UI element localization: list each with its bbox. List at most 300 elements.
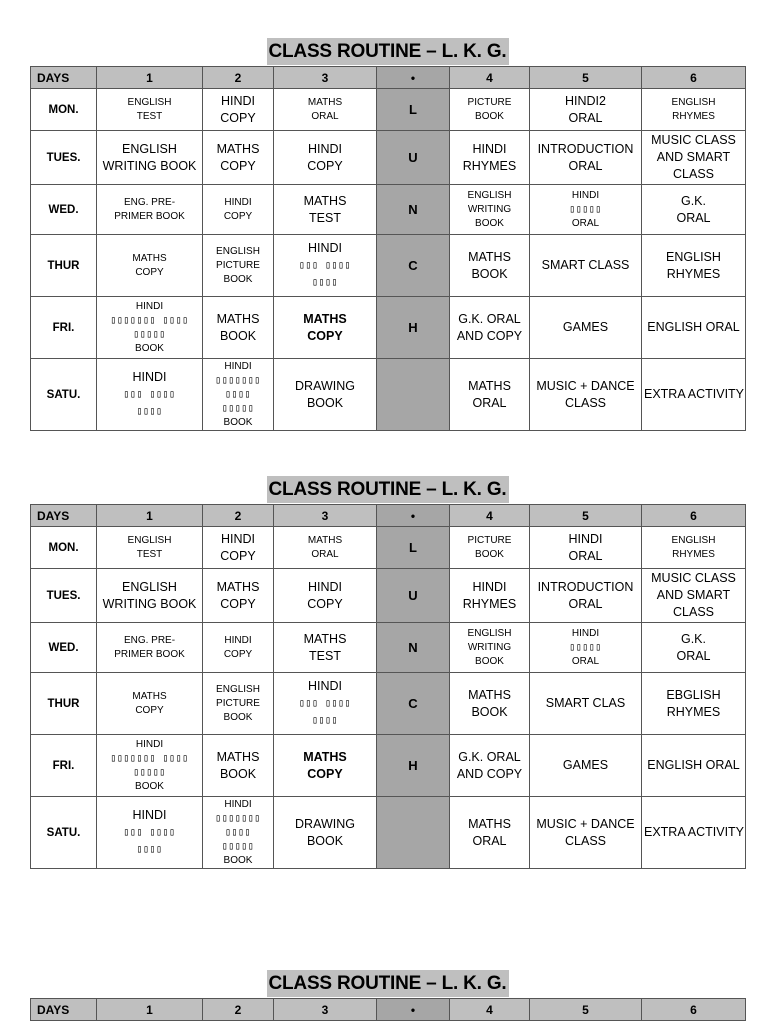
header-row	[31, 67, 746, 89]
subject-line: ▯▯▯▯▯	[569, 203, 602, 215]
subject-cell	[450, 359, 530, 431]
day-label: WED.	[31, 185, 97, 235]
subject-cell	[274, 131, 377, 185]
table-row	[31, 673, 746, 735]
subject-line: MATHS	[468, 378, 511, 393]
subject-line: WRITING	[467, 641, 512, 653]
subject-line: MATHS	[132, 252, 167, 264]
subject-cell	[203, 569, 274, 623]
day-label: THUR	[31, 673, 97, 735]
routine-table	[30, 66, 746, 431]
subject-line: MATHS	[468, 816, 511, 831]
period-header: 4	[450, 505, 530, 527]
subject-line: ▯▯▯▯▯▯▯	[215, 812, 261, 824]
lunch-cell: L	[377, 89, 450, 131]
subject-line: ENG. PRE-	[123, 196, 176, 208]
table-row	[31, 235, 746, 297]
subject-line: ▯▯▯▯▯	[133, 328, 166, 340]
subject-cell	[274, 297, 377, 359]
subject-line: CLASS	[565, 833, 606, 848]
days-header: DAYS	[31, 505, 97, 527]
subject-line: DRAWING	[295, 816, 355, 831]
days-header: DAYS	[31, 999, 97, 1021]
subject-line: ▯▯▯▯▯▯▯	[215, 374, 261, 386]
subject-line: INTRODUCTION	[537, 579, 634, 594]
subject-line: MATHS	[216, 141, 260, 156]
lunch-cell	[377, 359, 450, 431]
subject-cell	[642, 527, 746, 569]
subject-cell	[274, 89, 377, 131]
subject-line: ▯▯▯▯	[311, 715, 339, 726]
subject-line: ENGLISH	[127, 534, 172, 546]
subject-cell	[97, 735, 203, 797]
subject-line: HINDI	[224, 798, 252, 810]
subject-line: ▯▯▯▯	[311, 277, 339, 288]
period-header: 6	[642, 67, 746, 89]
subject-line: MUSIC + DANCE	[536, 378, 635, 393]
subject-line: COPY	[220, 158, 256, 173]
table-row	[31, 735, 746, 797]
subject-line: TEST	[309, 648, 341, 663]
subject-cell	[642, 235, 746, 297]
subject-line: MATHS	[468, 687, 511, 702]
period-header: 5	[530, 505, 642, 527]
period-header: 6	[642, 505, 746, 527]
subject-cell	[450, 131, 530, 185]
subject-line: HINDI	[135, 300, 164, 312]
subject-cell	[530, 569, 642, 623]
subject-line: ▯▯▯▯▯	[221, 840, 255, 852]
subject-line: PICTURE	[467, 534, 512, 546]
subject-line: EXTRA ACTIVITY	[644, 387, 745, 401]
subject-cell	[97, 797, 203, 869]
subject-line: COPY	[220, 110, 256, 125]
subject-cell	[450, 235, 530, 297]
subject-line: HINDI	[307, 141, 343, 156]
subject-line: AND SMART	[656, 150, 731, 164]
subject-line: ORAL	[676, 648, 711, 663]
lunch-cell: N	[377, 623, 450, 673]
subject-cell	[97, 359, 203, 431]
subject-cell	[97, 569, 203, 623]
subject-line: MATHS	[216, 749, 260, 764]
subject-cell	[203, 131, 274, 185]
subject-cell	[450, 673, 530, 735]
subject-line: ORAL	[571, 217, 600, 229]
period-header: 1	[97, 67, 203, 89]
period-header: 1	[97, 999, 203, 1021]
subject-cell	[203, 185, 274, 235]
period-header: 2	[203, 67, 274, 89]
subject-cell	[642, 359, 746, 431]
subject-line: MATHS	[303, 193, 347, 208]
subject-line: BOOK	[471, 266, 508, 281]
table-row	[31, 623, 746, 673]
subject-cell	[274, 359, 377, 431]
subject-line: ENGLISH	[216, 683, 260, 695]
subject-line: ▯▯▯▯	[136, 844, 163, 855]
subject-line: ORAL	[571, 655, 600, 667]
subject-line: HINDI	[224, 196, 252, 208]
subject-line: WRITING BOOK	[102, 158, 197, 173]
period-header: 4	[450, 67, 530, 89]
period-header: 6	[642, 999, 746, 1021]
subject-line: ENGLISH	[216, 245, 260, 257]
subject-line: CLASS	[673, 167, 714, 181]
subject-line: HINDI	[307, 579, 343, 594]
lunch-header: •	[377, 505, 450, 527]
day-label: FRI.	[31, 297, 97, 359]
table-row	[31, 185, 746, 235]
subject-line: COPY	[220, 548, 256, 563]
subject-cell	[274, 527, 377, 569]
header-row	[31, 999, 746, 1021]
subject-line: ▯▯▯ ▯▯▯▯	[298, 698, 352, 709]
subject-line: CLASS	[673, 605, 714, 619]
day-label: SATU.	[31, 797, 97, 869]
subject-line: AND COPY	[456, 766, 523, 781]
lunch-cell: H	[377, 735, 450, 797]
day-label: MON.	[31, 89, 97, 131]
subject-line: MATHS	[303, 749, 347, 764]
subject-line: ORAL	[568, 548, 603, 563]
subject-cell	[203, 89, 274, 131]
subject-line: BOOK	[475, 217, 504, 229]
subject-line: RHYMES	[666, 266, 721, 281]
subject-cell	[203, 623, 274, 673]
subject-line: TEST	[136, 548, 163, 560]
subject-line: PICTURE	[216, 697, 260, 709]
subject-line: ENGLISH	[671, 96, 716, 108]
header-row	[31, 505, 746, 527]
subject-line: GAMES	[562, 320, 609, 334]
day-label: SATU.	[31, 359, 97, 431]
subject-line: MATHS	[468, 249, 511, 264]
subject-line: CLASS	[565, 395, 606, 410]
subject-line: MATHS	[307, 96, 343, 108]
subject-cell	[203, 673, 274, 735]
subject-cell	[450, 527, 530, 569]
subject-cell	[642, 131, 746, 185]
subject-line: HINDI	[472, 141, 507, 156]
subject-cell	[274, 185, 377, 235]
subject-line: HINDI	[135, 738, 164, 750]
subject-line: MATHS	[307, 534, 343, 546]
subject-line: HINDI	[307, 679, 343, 693]
subject-line: BOOK	[223, 416, 253, 428]
subject-line: ▯▯▯▯▯▯▯ ▯▯▯▯	[110, 752, 189, 764]
subject-cell	[450, 797, 530, 869]
subject-line: HINDI	[220, 93, 256, 108]
subject-cell	[97, 297, 203, 359]
subject-line: ORAL	[676, 210, 711, 225]
subject-line: BOOK	[219, 328, 257, 343]
subject-cell	[530, 131, 642, 185]
subject-line: ▯▯▯▯	[224, 388, 252, 400]
subject-line: BOOK	[135, 780, 164, 792]
subject-cell	[642, 89, 746, 131]
subject-line: BOOK	[471, 704, 508, 719]
routine-table	[30, 504, 746, 869]
days-header: DAYS	[31, 67, 97, 89]
lunch-cell: H	[377, 297, 450, 359]
routine-table	[30, 998, 746, 1021]
subject-line: BOOK	[475, 110, 504, 122]
period-header: 5	[530, 999, 642, 1021]
day-label: WED.	[31, 623, 97, 673]
subject-cell	[450, 569, 530, 623]
lunch-cell: N	[377, 185, 450, 235]
subject-cell	[530, 527, 642, 569]
subject-line: AND SMART	[656, 588, 731, 602]
period-header: 3	[274, 505, 377, 527]
subject-line: MUSIC + DANCE	[536, 816, 635, 831]
subject-cell	[274, 797, 377, 869]
subject-line: G.K.	[680, 193, 706, 208]
subject-cell	[530, 797, 642, 869]
subject-cell	[203, 735, 274, 797]
subject-line: ORAL	[568, 596, 603, 611]
subject-line: BOOK	[475, 655, 504, 667]
subject-line: RHYMES	[462, 158, 517, 173]
subject-cell	[274, 569, 377, 623]
subject-line: G.K. ORAL	[458, 311, 521, 326]
subject-line: G.K. ORAL	[458, 749, 521, 764]
subject-line: ENGLISH	[122, 579, 177, 594]
subject-line: SMART CLASS	[541, 258, 630, 272]
routine-title: CLASS ROUTINE – L. K. G.	[267, 38, 509, 65]
subject-line: RHYMES	[672, 548, 715, 560]
period-header: 2	[203, 999, 274, 1021]
period-header: 4	[450, 999, 530, 1021]
subject-line: ▯▯▯▯▯	[133, 766, 166, 778]
table-row	[31, 527, 746, 569]
subject-line: BOOK	[475, 548, 504, 560]
subject-line: ENG. PRE-	[123, 634, 176, 646]
lunch-cell: C	[377, 673, 450, 735]
subject-line: HINDI	[571, 189, 600, 201]
subject-line: ENGLISH	[666, 249, 721, 264]
subject-cell	[97, 89, 203, 131]
subject-line: HINDI	[568, 531, 603, 546]
day-label: FRI.	[31, 735, 97, 797]
subject-line: AND COPY	[456, 328, 523, 343]
subject-line: HINDI	[132, 808, 167, 822]
subject-line: MATHS	[216, 579, 260, 594]
subject-cell	[530, 89, 642, 131]
subject-line: ENGLISH	[671, 534, 716, 546]
subject-line: PICTURE	[216, 259, 260, 271]
subject-line: MATHS	[132, 690, 167, 702]
subject-line: HINDI	[224, 360, 252, 372]
subject-line: COPY	[223, 648, 253, 660]
subject-line: RHYMES	[462, 596, 517, 611]
subject-line: COPY	[307, 766, 343, 781]
subject-cell	[642, 673, 746, 735]
subject-line: ENGLISH	[467, 627, 512, 639]
subject-line: WRITING	[467, 203, 512, 215]
subject-line: ▯▯▯▯▯	[221, 402, 255, 414]
subject-line: MUSIC CLASS	[651, 571, 736, 585]
subject-cell	[97, 185, 203, 235]
day-label: THUR	[31, 235, 97, 297]
table-row	[31, 131, 746, 185]
subject-line: TEST	[309, 210, 341, 225]
subject-cell	[203, 527, 274, 569]
subject-cell	[450, 185, 530, 235]
subject-line: INTRODUCTION	[537, 141, 634, 156]
subject-cell	[274, 735, 377, 797]
subject-line: COPY	[220, 596, 256, 611]
subject-cell	[530, 673, 642, 735]
period-header: 3	[274, 999, 377, 1021]
day-label: TUES.	[31, 131, 97, 185]
subject-cell	[642, 185, 746, 235]
subject-cell	[530, 735, 642, 797]
period-header: 5	[530, 67, 642, 89]
subject-line: BOOK	[135, 342, 164, 354]
table-row	[31, 297, 746, 359]
table-row	[31, 89, 746, 131]
lunch-cell	[377, 797, 450, 869]
subject-line: ENGLISH ORAL	[647, 320, 740, 334]
subject-line: GAMES	[562, 758, 609, 772]
subject-cell	[97, 527, 203, 569]
subject-line: COPY	[307, 328, 343, 343]
routine-block-3	[30, 970, 745, 1021]
subject-cell	[203, 297, 274, 359]
table-row	[31, 797, 746, 869]
lunch-cell: U	[377, 569, 450, 623]
subject-line: ORAL	[311, 548, 339, 560]
subject-line: ENGLISH	[467, 189, 512, 201]
subject-line: HINDI	[132, 370, 167, 384]
subject-line: TEST	[136, 110, 163, 122]
subject-line: G.K.	[680, 631, 706, 646]
subject-line: EBGLISH	[666, 687, 721, 702]
subject-cell	[274, 673, 377, 735]
subject-cell	[530, 297, 642, 359]
period-header: 3	[274, 67, 377, 89]
subject-cell	[97, 235, 203, 297]
subject-line: HINDI2	[565, 93, 606, 108]
subject-cell	[274, 623, 377, 673]
subject-line: COPY	[135, 266, 164, 278]
subject-line: ▯▯▯ ▯▯▯▯	[123, 389, 176, 400]
subject-cell	[274, 235, 377, 297]
subject-cell	[450, 623, 530, 673]
routine-block-1	[30, 38, 745, 431]
subject-line: EXTRA ACTIVITY	[644, 825, 745, 839]
subject-cell	[203, 359, 274, 431]
subject-line: BOOK	[223, 711, 253, 723]
subject-line: PICTURE	[467, 96, 512, 108]
subject-line: PRIMER BOOK	[114, 210, 185, 222]
subject-line: SMART CLAS	[545, 696, 626, 710]
subject-cell	[450, 89, 530, 131]
subject-line: ▯▯▯▯	[224, 826, 252, 838]
period-header: 2	[203, 505, 274, 527]
subject-cell	[530, 235, 642, 297]
subject-line: HINDI	[220, 531, 256, 546]
routine-block-2	[30, 476, 745, 869]
subject-cell	[642, 569, 746, 623]
subject-line: BOOK	[223, 854, 253, 866]
subject-line: PRIMER BOOK	[114, 648, 185, 660]
day-label: TUES.	[31, 569, 97, 623]
subject-cell	[450, 735, 530, 797]
subject-line: ▯▯▯▯	[136, 406, 163, 417]
subject-cell	[203, 797, 274, 869]
table-row	[31, 569, 746, 623]
lunch-header: •	[377, 999, 450, 1021]
subject-line: RHYMES	[672, 110, 715, 122]
subject-line: MATHS	[216, 311, 260, 326]
subject-cell	[97, 623, 203, 673]
subject-line: BOOK	[223, 273, 253, 285]
subject-line: MATHS	[303, 631, 347, 646]
subject-line: BOOK	[219, 766, 257, 781]
subject-line: DRAWING	[295, 378, 355, 393]
subject-cell	[642, 797, 746, 869]
subject-line: MATHS	[303, 311, 347, 326]
subject-cell	[530, 623, 642, 673]
subject-cell	[203, 235, 274, 297]
table-row	[31, 359, 746, 431]
subject-line: BOOK	[306, 833, 344, 848]
subject-line: HINDI	[472, 579, 507, 594]
subject-line: ORAL	[568, 110, 603, 125]
subject-cell	[642, 623, 746, 673]
subject-line: ORAL	[311, 110, 339, 122]
subject-cell	[642, 297, 746, 359]
subject-cell	[642, 735, 746, 797]
subject-line: HINDI	[307, 241, 343, 255]
subject-line: BOOK	[306, 395, 344, 410]
lunch-cell: U	[377, 131, 450, 185]
subject-line: ORAL	[568, 158, 603, 173]
routine-title: CLASS ROUTINE – L. K. G.	[267, 970, 509, 997]
subject-line: ▯▯▯▯▯▯▯ ▯▯▯▯	[110, 314, 189, 326]
subject-cell	[97, 673, 203, 735]
lunch-cell: L	[377, 527, 450, 569]
subject-cell	[450, 297, 530, 359]
period-header: 1	[97, 505, 203, 527]
subject-line: HINDI	[571, 627, 600, 639]
subject-line: HINDI	[224, 634, 252, 646]
routine-title: CLASS ROUTINE – L. K. G.	[267, 476, 509, 503]
subject-cell	[97, 131, 203, 185]
subject-line: WRITING BOOK	[102, 596, 197, 611]
day-label: MON.	[31, 527, 97, 569]
subject-cell	[530, 359, 642, 431]
lunch-cell: C	[377, 235, 450, 297]
subject-line: ▯▯▯ ▯▯▯▯	[298, 260, 352, 271]
subject-line: ENGLISH	[122, 141, 177, 156]
subject-line: COPY	[307, 596, 343, 611]
subject-line: ENGLISH	[127, 96, 172, 108]
subject-line: ORAL	[472, 395, 507, 410]
subject-line: ▯▯▯▯▯	[569, 641, 602, 653]
subject-line: MUSIC CLASS	[651, 133, 736, 147]
subject-line: COPY	[307, 158, 343, 173]
subject-line: ▯▯▯ ▯▯▯▯	[123, 827, 176, 838]
subject-cell	[530, 185, 642, 235]
subject-line: ORAL	[472, 833, 507, 848]
subject-line: COPY	[135, 704, 164, 716]
subject-line: COPY	[223, 210, 253, 222]
lunch-header: •	[377, 67, 450, 89]
